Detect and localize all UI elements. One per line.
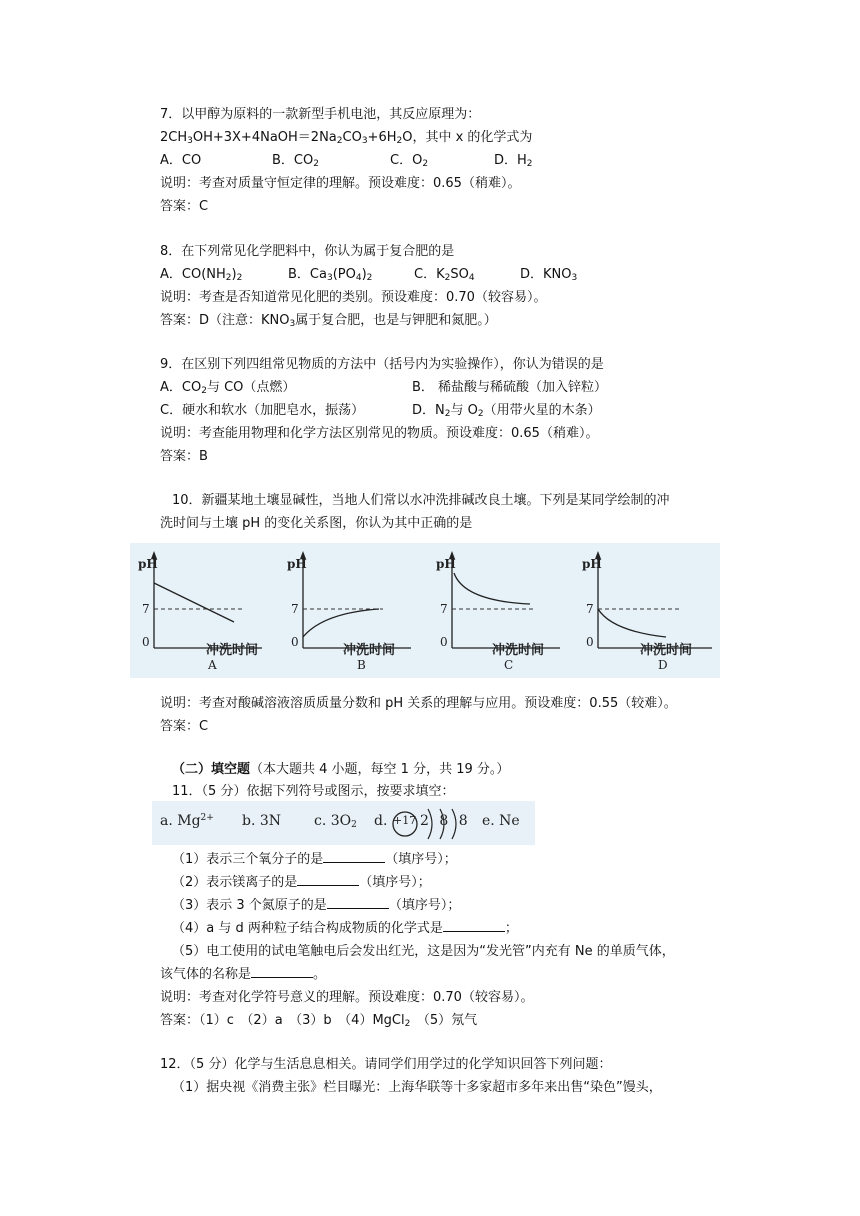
q8-option-c: C．$K_2SO_4$	[414, 267, 475, 283]
chart-a-ref-label: 7	[142, 602, 150, 616]
chart-d-label: D	[658, 658, 668, 672]
chart-d-curve	[598, 609, 666, 637]
chart-c-curve	[454, 573, 530, 604]
chart-c-label: C	[504, 658, 514, 672]
chart-d	[578, 543, 718, 678]
q11-blank-3	[327, 897, 389, 909]
q7-equation: $2CH_3OH+3X+4NaOH=2Na_2CO_3+6H_2O$，其中 x 的化学式为	[160, 130, 533, 146]
chart-a-xlabel: 冲洗时间	[206, 643, 259, 658]
symbol-e: e. Ne	[482, 813, 520, 829]
chart-c-ref-label: 7	[440, 602, 448, 616]
q8-option-d: D．$KNO_3$	[520, 267, 578, 283]
q8-option-a: A．$CO(NH_2)_2$	[160, 267, 243, 283]
q10-note: 说明：考查对酸碱溶液溶质质量分数和 pH 关系的理解与应用。预设难度：0.55（较难）。	[160, 696, 677, 711]
nucleus-charge: +17	[393, 814, 417, 827]
q7-answer: 答案：C	[160, 199, 209, 214]
q11-part2: （2）表示镁离子的是 （填序号）；	[172, 875, 431, 890]
q9-option-d: D．$N_2$与 $O_2$（用带火星的木条）	[412, 403, 601, 419]
q8-stem: 8．在下列常见化学肥料中，你认为属于复合肥的是	[160, 244, 455, 259]
q9-options-row2	[160, 402, 601, 420]
q11-blank-5	[251, 966, 313, 978]
chart-b-xlabel: 冲洗时间	[343, 643, 396, 658]
q7-note: 说明：考查对质量守恒定律的理解。预设难度：0.65（稍难）。	[160, 176, 521, 191]
q11-part1: （1）表示三个氧分子的是 （填序号）；	[172, 852, 457, 867]
chart-b-origin: 0	[291, 635, 299, 649]
q11-blank-1	[323, 851, 385, 863]
q11-part5-line2: 该气体的名称是 。	[160, 967, 327, 982]
q11-part5: （5）电工使用的试电笔触电后会发出红光，这是因为“发光管”内充有 Ne 的单质气体，	[172, 944, 675, 959]
q9-stem: 9．在区别下列四组常见物质的方法中（括号内为实验操作），你认为错误的是	[160, 357, 604, 372]
q12-part1: （1）据央视《消费主张》栏目曝光：上海华联等十多家超市多年来出售“染色”馒头，	[172, 1080, 662, 1095]
q9-option-b: B． 稀盐酸与稀硫酸（加入锌粒）	[412, 380, 608, 395]
chart-b-ref-label: 7	[291, 602, 299, 616]
symbol-d-label: d.	[374, 813, 388, 829]
q12-stem: 12．（5 分）化学与生活息息相关。请同学们用学过的化学知识回答下列问题：	[160, 1057, 612, 1072]
chart-d-ref-label: 7	[586, 602, 594, 616]
q11-blank-4	[443, 920, 505, 932]
q10-stem-line2: 洗时间与土壤 pH 的变化关系图，你认为其中正确的是	[160, 516, 473, 531]
q11-stem: 11．（5 分）依据下列符号或图示，按要求填空：	[172, 784, 455, 799]
chart-c-ylabel: pH	[436, 557, 456, 571]
q9-options-row1	[160, 379, 607, 397]
q9-option-c: C．硬水和软水（加肥皂水，振荡）	[160, 403, 365, 418]
chart-a-curve	[154, 583, 234, 622]
chart-c-xlabel: 冲洗时间	[492, 643, 545, 658]
ph-charts-figure	[130, 543, 720, 678]
q9-note: 说明：考查能用物理和化学方法区别常见的物质。预设难度：0.65（稍难）。	[160, 426, 599, 441]
chart-b-ylabel: pH	[287, 557, 307, 571]
chart-c-origin: 0	[440, 635, 448, 649]
symbol-b: b. 3N	[242, 813, 282, 829]
q7-option-c: C．$O_2$	[390, 153, 429, 169]
chart-b	[283, 543, 423, 678]
chart-a-ylabel: pH	[138, 557, 158, 571]
symbol-c: c. $3O_2$	[314, 813, 357, 830]
q10-stem-line1: 10．新疆某地土壤显碱性，当地人们常以水冲洗排碱改良土壤。下列是某同学绘制的冲	[172, 493, 670, 508]
chart-c	[432, 543, 572, 678]
q8-answer: 答案：D（注意：$KNO_3$属于复合肥，也是与钾肥和氮肥。）	[160, 313, 497, 329]
q9-option-a: A．$CO_2$与 CO（点燃）	[160, 380, 296, 396]
q7-options	[160, 152, 533, 170]
q8-note: 说明：考查是否知道常见化肥的类别。预设难度：0.70（较容易）。	[160, 290, 547, 305]
q8-option-b: B．$Ca_3(PO_4)_2$	[288, 267, 373, 283]
q10-answer: 答案：C	[160, 719, 209, 734]
q9-answer: 答案：B	[160, 449, 208, 464]
chart-a-label: A	[208, 658, 217, 672]
q11-blank-2	[297, 874, 359, 886]
q11-part3: （3）表示 3 个氮原子的是 （填序号）；	[172, 898, 461, 913]
chart-b-curve	[303, 609, 379, 637]
chart-d-ylabel: pH	[582, 557, 602, 571]
chart-b-label: B	[357, 658, 366, 672]
q11-note: 说明：考查对化学符号意义的理解。预设难度：0.70（较容易）。	[160, 990, 534, 1005]
chart-d-origin: 0	[586, 635, 594, 649]
section2-title: （二）填空题（本大题共 4 小题，每空 1 分，共 19 分。）	[172, 762, 510, 777]
q8-options	[160, 266, 577, 284]
q7-option-b: B．$CO_2$	[272, 153, 319, 169]
q7-option-a: A．CO	[160, 153, 202, 168]
symbol-a: a. $Mg^{2+}$	[160, 813, 214, 829]
q7-stem: 7．以甲醇为原料的一款新型手机电池，其反应原理为：	[160, 107, 481, 122]
q7-option-d: D．$H_2$	[494, 153, 533, 169]
q11-symbols-figure	[152, 801, 535, 845]
chart-a-origin: 0	[142, 635, 150, 649]
q11-part4: （4）a 与 d 两种粒子结合构成物质的化学式是 ；	[172, 921, 518, 936]
chart-a	[134, 543, 274, 678]
chart-d-xlabel: 冲洗时间	[640, 643, 693, 658]
q11-answer: 答案：（1）c （2）a （3）b （4）MgCl$_2$ （5）氖气	[160, 1013, 478, 1029]
electron-shells: 2 8 8	[420, 813, 471, 829]
